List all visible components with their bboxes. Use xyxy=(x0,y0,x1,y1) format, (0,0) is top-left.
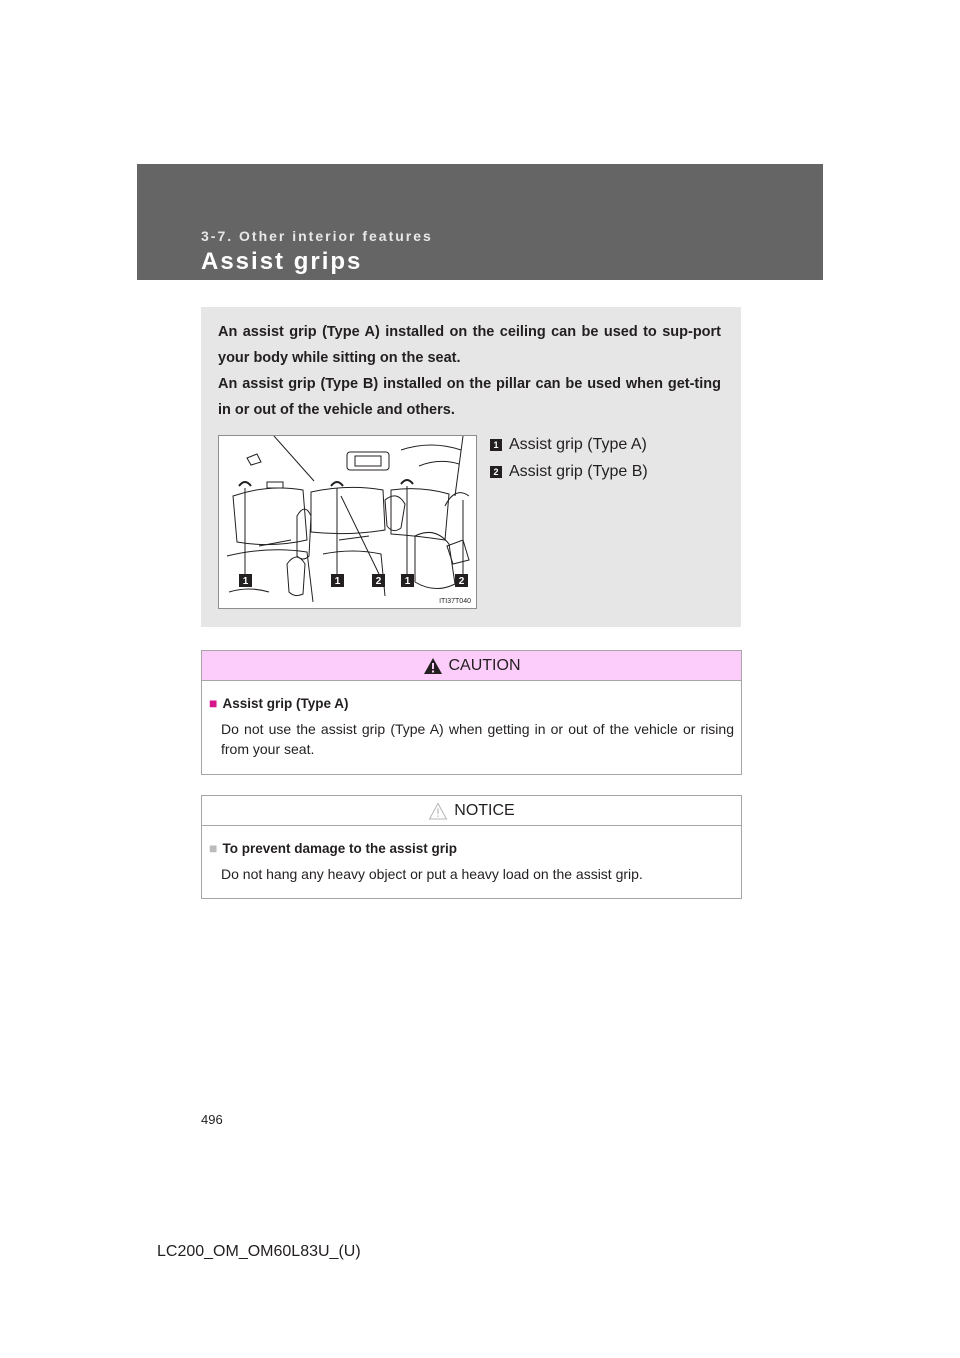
figure-code: ITI37T040 xyxy=(439,598,471,605)
legend-item xyxy=(490,431,648,458)
page-number: 496 xyxy=(201,1112,223,1127)
notice-heading: NOTICE xyxy=(454,801,515,819)
section-header xyxy=(137,164,823,280)
caution-item-text: Do not use the assist grip (Type A) when getting in or out of the vehicle or rising from your seat. xyxy=(221,721,734,757)
notice-box xyxy=(201,795,742,899)
caution-item-title-text: Assist grip (Type A) xyxy=(222,695,349,711)
callout-label-1c: 1 xyxy=(404,576,411,587)
caution-item-title xyxy=(209,695,734,711)
notice-item-title xyxy=(209,840,734,856)
legend-label: Assist grip (Type B) xyxy=(509,462,648,480)
page-title: Assist grips xyxy=(201,248,363,275)
intro-paragraph-1: An assist grip (Type A) installed on the ceiling can be used to sup-port your body while sitting on the seat. xyxy=(218,324,721,366)
callout-label-2b: 2 xyxy=(458,576,465,587)
callout-label-1b: 1 xyxy=(334,576,341,587)
document-code: LC200_OM_OM60L83U_(U) xyxy=(157,1243,361,1260)
intro-box xyxy=(201,307,741,627)
vehicle-interior-drawing xyxy=(219,436,476,608)
square-bullet-icon: ■ xyxy=(209,695,218,711)
legend-label: Assist grip (Type A) xyxy=(509,435,647,453)
assist-grip-illustration xyxy=(218,435,477,609)
caution-header xyxy=(202,651,741,681)
notice-item-title-text: To prevent damage to the assist grip xyxy=(222,840,458,856)
callout-label-1a: 1 xyxy=(242,576,249,587)
intro-paragraph-2: An assist grip (Type B) installed on the pillar can be used when get-ting in or out of the vehicle and others. xyxy=(218,376,721,418)
callout-label-2a: 2 xyxy=(375,576,382,587)
legend-item xyxy=(490,458,648,485)
legend-number-badge: 2 xyxy=(490,466,502,478)
caution-heading: CAUTION xyxy=(448,656,521,674)
notice-header xyxy=(202,796,741,826)
figure-legend xyxy=(490,431,648,485)
caution-box xyxy=(201,650,742,775)
section-label: 3-7. Other interior features xyxy=(201,228,433,244)
legend-number-badge: 1 xyxy=(490,439,502,451)
warning-triangle-icon xyxy=(423,657,443,675)
square-bullet-icon: ■ xyxy=(209,840,218,856)
warning-triangle-outline-icon xyxy=(428,802,448,820)
notice-item-text: Do not hang any heavy object or put a heavy load on the assist grip. xyxy=(221,866,643,882)
